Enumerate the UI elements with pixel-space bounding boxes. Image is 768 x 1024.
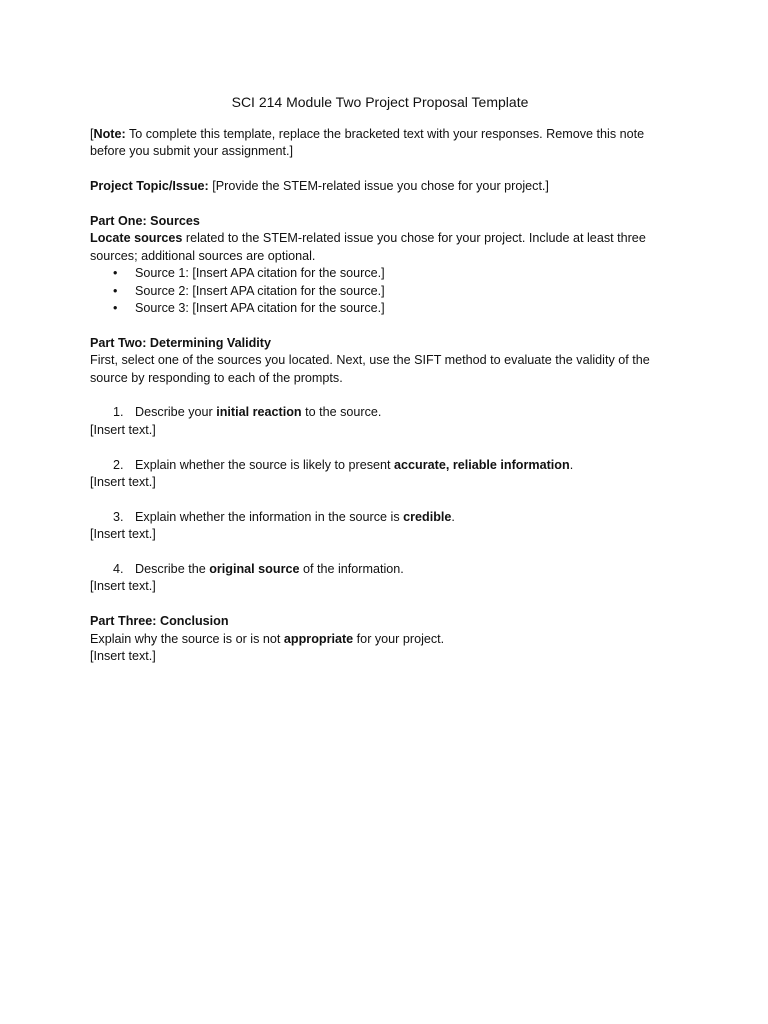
prompt-3: 3. Explain whether the information in the source is credible.	[90, 509, 670, 526]
sources-list	[90, 265, 670, 317]
topic-label: Project Topic/Issue:	[90, 179, 209, 194]
note-label: Note:	[93, 127, 126, 141]
document-page	[90, 92, 670, 665]
prompt-number: 1.	[113, 405, 124, 420]
bullet-icon: •	[113, 301, 118, 316]
part-two-heading: Part Two: Determining Validity	[90, 335, 272, 350]
prompt-2-answer: [Insert text.]	[90, 475, 156, 490]
part-three-prompt: Explain why the source is or is not appropriate for your project.	[90, 631, 445, 646]
prompt-number: 4.	[113, 562, 124, 577]
prompt-4: 4. Describe the original source of the information.	[90, 561, 670, 578]
part-one-intro	[90, 230, 670, 265]
prompt-4-answer: [Insert text.]	[90, 579, 156, 594]
list-item: • Source 3: [Insert APA citation for the source.]	[90, 300, 670, 317]
project-topic	[90, 178, 670, 195]
prompt-number: 2.	[113, 457, 124, 472]
bullet-icon: •	[113, 283, 118, 298]
part-three-heading: Part Three: Conclusion	[90, 614, 229, 629]
note-open-bracket: [	[90, 127, 94, 141]
prompt-1-answer: [Insert text.]	[90, 422, 156, 437]
list-item: • Source 1: [Insert APA citation for the source.]	[90, 265, 670, 282]
part-three-answer: [Insert text.]	[90, 649, 156, 664]
document-title: SCI 214 Module Two Project Proposal Template	[231, 94, 529, 110]
prompt-2: 2. Explain whether the source is likely to present accurate, reliable information.	[90, 457, 670, 474]
bullet-icon: •	[113, 266, 118, 281]
topic-text: [Provide the STEM-related issue you chose for your project.]	[208, 179, 549, 194]
prompt-1: 1. Describe your initial reaction to the source.	[90, 404, 670, 421]
part-one-intro-bold: Locate sources	[90, 231, 183, 246]
prompt-3-answer: [Insert text.]	[90, 527, 156, 542]
template-note	[90, 126, 670, 161]
part-one-intro-text: related to the STEM-related issue you chose for your project. Include at least three sources; additional sources are optional.	[90, 231, 646, 263]
part-one-heading: Part One: Sources	[90, 214, 200, 228]
part-two-intro: First, select one of the sources you located. Next, use the SIFT method to evaluate the validity of the source by responding to each of the prompts.	[90, 353, 650, 385]
list-item: • Source 2: [Insert APA citation for the source.]	[90, 283, 670, 300]
note-text: To complete this template, replace the bracketed text with your responses. Remove this note before you submit your assignment.]	[90, 127, 645, 159]
prompt-number: 3.	[113, 509, 124, 524]
